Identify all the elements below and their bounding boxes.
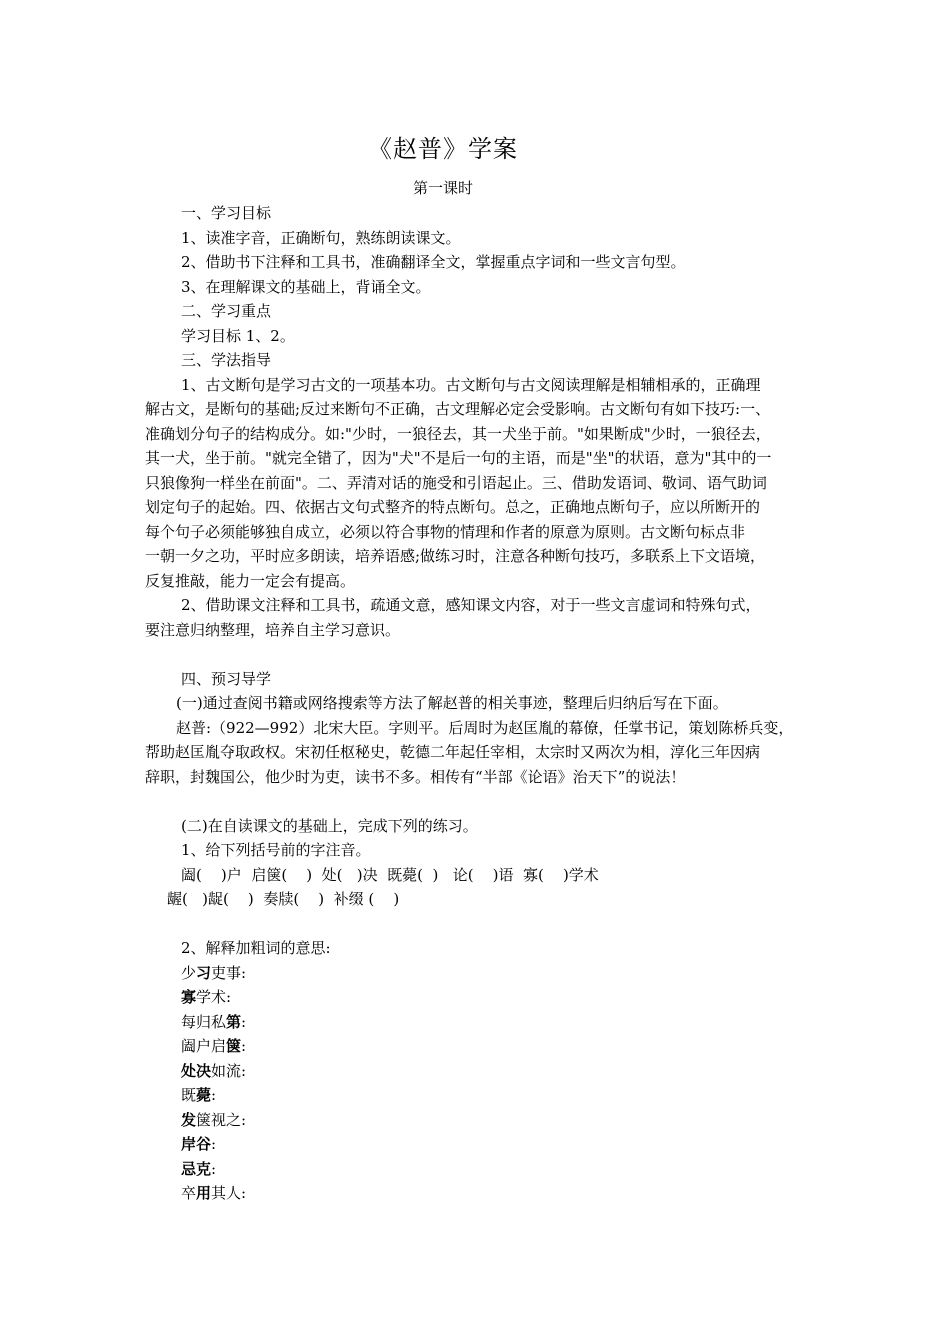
term-post: 学术: <box>196 988 232 1006</box>
term-bold: 第 <box>226 1012 242 1031</box>
goal-item: 3、在理解课文的基础上，背诵全文。 <box>181 277 431 296</box>
question-1: 1、给下列括号前的字注音。 <box>181 841 371 859</box>
term-pre: 阖户启 <box>181 1037 227 1055</box>
paragraph-line: 划定句子的起始。四、依据古文句式整齐的特点断句。总之，正确地点断句子，应以所断开的 <box>145 498 761 516</box>
page-subtitle: 第一课时 <box>412 179 473 197</box>
term-post: : <box>211 1135 217 1153</box>
paragraph-line: 每个句子必须能够独自成立，必须以符合事物的情理和作者的原意为原则。古文断句标点非 <box>145 522 746 541</box>
term-item <box>145 1132 813 1157</box>
goal-item: 2、借助书下注释和工具书，准确翻译全文，掌握重点字词和一些文言句型。 <box>181 253 686 271</box>
paragraph-line: 要注意归纳整理，培养自主学习意识。 <box>145 620 401 639</box>
paragraph-line: 只狼像狗一样坐在前面"。二、弄清对话的施受和引语起止。三、借助发语词、敬词、语气助词 <box>145 473 767 492</box>
blank-line <box>145 642 813 667</box>
term-item <box>145 1157 813 1182</box>
paragraph-line: 一朝一夕之功，平时应多朗读，培养语感;做练习时，注意各种断句技巧，多联系上下文语境， <box>145 547 766 565</box>
term-bold: 习 <box>196 963 212 982</box>
term-bold: 箧 <box>226 1037 242 1055</box>
term-post: : <box>241 1037 247 1055</box>
term-bold: 处决 <box>181 1061 212 1080</box>
paragraph-line: 2、借助课文注释和工具书，疏通文意，感知课文内容，对于一些文言虚词和特殊句式， <box>181 596 761 614</box>
term-item <box>145 1108 813 1133</box>
term-item <box>145 985 813 1010</box>
term-post: : <box>241 1012 247 1031</box>
blank-line <box>145 912 813 937</box>
sub-question-1: (一)通过查阅书籍或网络搜索等方法了解赵普的相关事迹，整理后归纳后写在下面。 <box>176 694 728 712</box>
term-post: 如流: <box>211 1061 247 1080</box>
term-bold: 薨 <box>196 1086 212 1104</box>
term-bold: 寡 <box>181 988 197 1006</box>
document-body <box>145 201 813 1206</box>
term-item <box>145 1059 813 1084</box>
term-post: : <box>211 1159 217 1178</box>
paragraph-line: 赵普:（922—992）北宋大臣。字则平。后周时为赵匡胤的幕僚，任掌书记，策划陈桥兵变， <box>176 718 794 737</box>
blank-line <box>145 789 813 814</box>
section-heading-focus: 二、学习重点 <box>181 302 272 320</box>
page-title: 《赵普》学案 <box>368 135 518 163</box>
term-item <box>145 1010 813 1035</box>
paragraph-line: 1、古文断句是学习古文的一项基本功。古文断句与古文阅读理解是相辅相承的，正确理 <box>181 375 761 394</box>
question-2: 2、解释加粗词的意思: <box>181 939 331 957</box>
method-paragraph-1 <box>145 373 813 594</box>
biography-paragraph <box>145 716 813 790</box>
term-bold: 发 <box>181 1110 197 1129</box>
paragraph-line: 解古文，是断句的基础;反过来断句不正确，古文理解必定会受影响。古文断句有如下技巧:一、 <box>145 400 771 418</box>
term-item <box>145 961 813 986</box>
term-pre: 每归私 <box>181 1012 227 1031</box>
term-pre: 卒 <box>181 1184 197 1202</box>
term-post: : <box>211 1086 217 1104</box>
section-heading-goals: 一、学习目标 <box>181 204 272 222</box>
goal-item: 1、读准字音，正确断句，熟练朗读课文。 <box>181 228 461 247</box>
paragraph-line: 反复推敲，能力一定会有提高。 <box>145 571 356 590</box>
method-paragraph-2 <box>145 593 813 642</box>
section-heading-preview: 四、预习导学 <box>181 669 272 688</box>
term-pre: 既 <box>181 1086 197 1104</box>
term-bold: 用 <box>196 1184 212 1202</box>
term-item <box>145 1083 813 1108</box>
term-bold: 忌克 <box>181 1159 212 1178</box>
sub-question-2: (二)在自读课文的基础上，完成下列的练习。 <box>181 816 478 835</box>
term-list <box>145 961 813 1206</box>
paragraph-line: 准确划分句子的结构成分。如:"少时，一狼径去，其一犬坐于前。"如果断成"少时，一狼径去， <box>145 424 771 443</box>
paragraph-line: 帮助赵匡胤夺取政权。宋初任枢秘史，乾德二年起任宰相，太宗时又两次为相，淳化三年因病 <box>145 743 761 761</box>
term-item <box>145 1034 813 1059</box>
pinyin-line: 阖( )户 启箧( ) 处( )决 既薨( ) 论( )语 寡( )学术 <box>181 865 599 884</box>
term-post: 其人: <box>211 1184 247 1202</box>
pinyin-line: 龌( )龊( ) 奏牍( ) 补缀 ( ) <box>167 890 400 908</box>
paragraph-line: 其一犬，坐于前。"就完全错了，因为"犬"不是后一句的主语，而是"坐"的状语，意为"其中的一 <box>145 449 772 467</box>
term-post: 吏事: <box>211 963 247 982</box>
paragraph-line: 辞职，封魏国公，他少时为吏，读书不多。相传有“半部《论语》治天下”的说法！ <box>145 767 686 786</box>
term-bold: 岸谷 <box>181 1135 212 1153</box>
focus-text: 学习目标 1、2。 <box>181 326 295 345</box>
term-item <box>145 1181 813 1206</box>
term-pre: 少 <box>181 963 197 982</box>
term-post: 箧视之: <box>196 1110 247 1129</box>
section-heading-method: 三、学法指导 <box>181 351 272 369</box>
